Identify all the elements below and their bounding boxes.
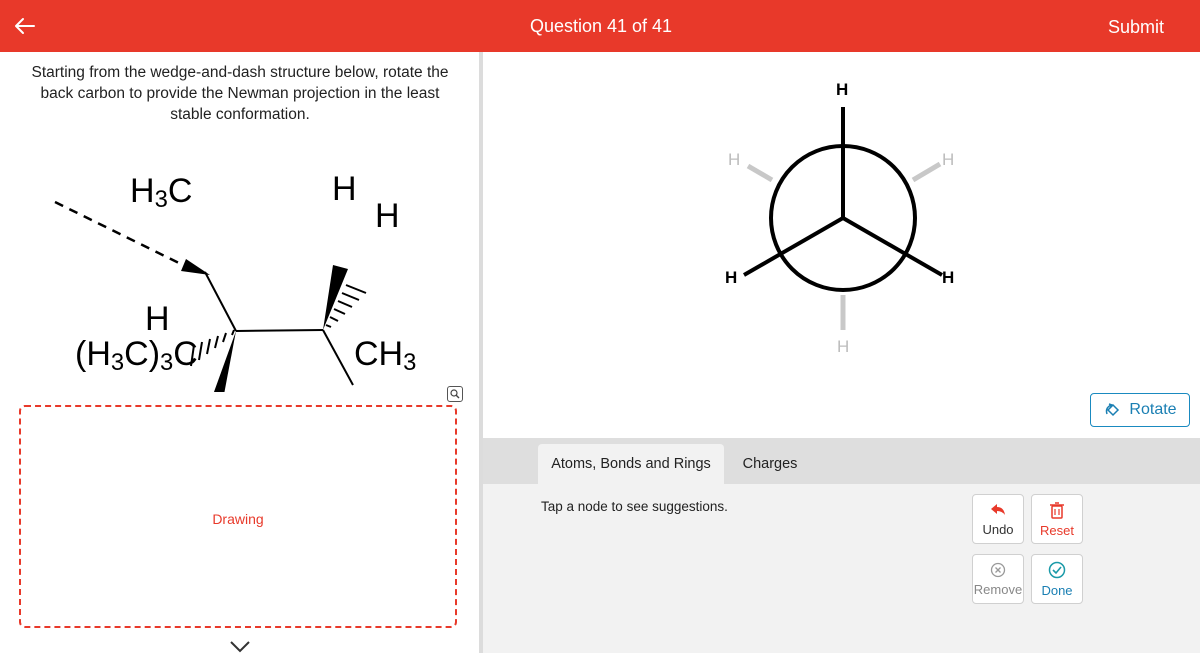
bond-c2-ch3 <box>323 330 353 385</box>
zoom-icon[interactable] <box>447 386 463 402</box>
back-arrow-icon[interactable] <box>10 12 38 40</box>
undo-icon <box>989 502 1007 518</box>
done-button[interactable] <box>1031 554 1083 604</box>
newman-back-bottom-h[interactable]: H <box>837 337 850 356</box>
label-wedge-h-right: H <box>332 170 357 208</box>
question-prompt: Starting from the wedge-and-dash structure below, rotate the back carbon to provide the Newman projection in the least stable conformation. <box>31 64 449 123</box>
label-hash-h-left: H <box>145 300 170 338</box>
chevron-down-icon[interactable] <box>228 640 252 653</box>
tab-charges[interactable]: Charges <box>742 456 798 472</box>
label-h3c: $H_3C$ <box>130 172 193 213</box>
tab-atoms-bonds-rings[interactable]: Atoms, Bonds and Rings <box>538 444 724 484</box>
back-bond-upper-right <box>913 164 940 180</box>
remove-label: Remove <box>973 581 1023 597</box>
hint-text: Tap a node to see suggestions. <box>541 499 728 514</box>
label-tbutyl: $(H_3C)_3C$ <box>75 335 198 376</box>
back-bond-upper-left <box>748 166 772 180</box>
tool-panel <box>483 484 1200 653</box>
reset-button[interactable] <box>1031 494 1083 544</box>
remove-button[interactable] <box>972 554 1024 604</box>
bond-c1-h3c <box>205 272 236 331</box>
submit-button[interactable]: Submit <box>1107 17 1164 37</box>
undo-label: Undo <box>982 521 1014 537</box>
label-hash-h-right: H <box>375 197 400 235</box>
newman-back-upper-right-h[interactable]: H <box>942 150 955 169</box>
rotate-icon <box>1103 400 1123 420</box>
drawing-box[interactable] <box>19 405 457 628</box>
question-pane <box>0 52 479 653</box>
newman-back-upper-left-h[interactable]: H <box>728 150 741 169</box>
rotate-label: Rotate <box>1129 401 1177 418</box>
check-circle-icon <box>1048 561 1066 579</box>
undo-button[interactable] <box>972 494 1024 544</box>
remove-icon <box>990 562 1006 578</box>
newman-front-left-h[interactable]: H <box>725 268 738 287</box>
bond-c1-c2 <box>236 330 323 331</box>
drawing-label: Drawing <box>212 511 264 527</box>
newman-front-top-h[interactable]: H <box>836 80 849 99</box>
done-label: Done <box>1041 582 1073 598</box>
top-bar <box>0 0 1200 52</box>
editor-toolbar <box>483 438 1200 484</box>
newman-front-right-h[interactable]: H <box>942 268 955 287</box>
trash-icon <box>1049 501 1065 519</box>
front-bond-right <box>843 218 942 275</box>
label-ch3: $CH_3$ <box>354 335 417 376</box>
reset-label: Reset <box>1040 522 1074 538</box>
question-title: Question 41 of 41 <box>529 16 673 36</box>
rotate-button[interactable] <box>1090 393 1190 427</box>
front-bond-left <box>744 218 843 275</box>
newman-projection[interactable] <box>700 70 990 370</box>
